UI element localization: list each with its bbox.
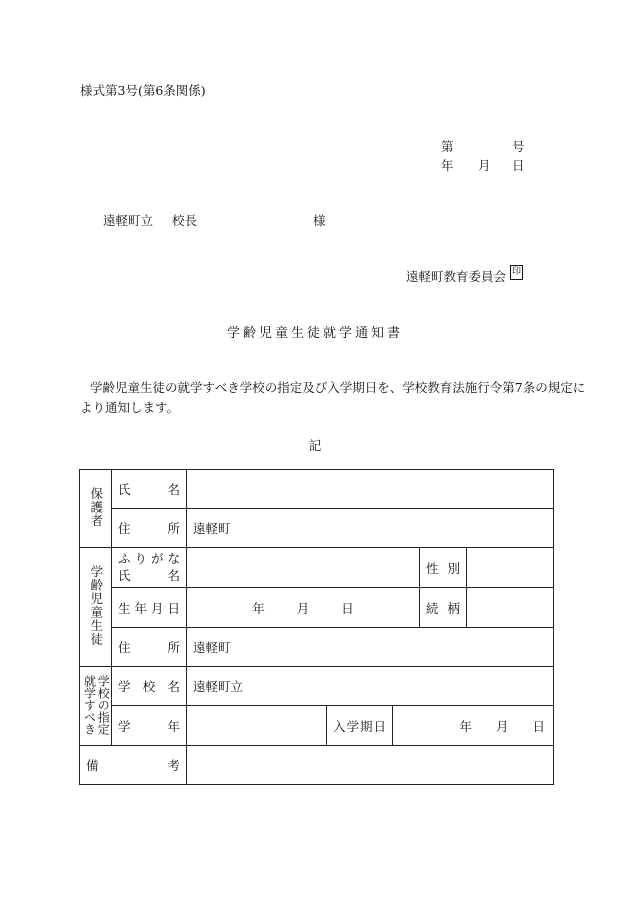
document-title: 学齢児童生徒就学通知書 bbox=[226, 326, 403, 341]
grade-field[interactable] bbox=[187, 706, 327, 746]
guardian-address-label: 住 所 bbox=[112, 509, 187, 548]
student-dob-field[interactable]: 年 月 日 bbox=[187, 588, 420, 628]
remarks-field[interactable] bbox=[187, 746, 554, 785]
guardian-name-label: 氏 名 bbox=[112, 470, 187, 509]
student-gender-field[interactable] bbox=[467, 548, 554, 588]
document-number-label: 第 bbox=[441, 139, 454, 154]
addressee-honorific: 様 bbox=[313, 213, 326, 228]
issue-date-month: 月 bbox=[478, 158, 491, 173]
student-gender-label: 性 別 bbox=[420, 548, 467, 588]
ki-heading: 記 bbox=[308, 438, 322, 453]
student-relation-label: 続 柄 bbox=[420, 588, 467, 628]
addressee-role: 校長 bbox=[172, 213, 198, 228]
remarks-label: 備 考 bbox=[80, 746, 187, 785]
grade-label: 学 年 bbox=[112, 706, 187, 746]
guardian-name-field[interactable] bbox=[187, 470, 554, 509]
remarks-row bbox=[80, 746, 554, 785]
guardian-address-row bbox=[80, 509, 554, 548]
student-relation-field[interactable] bbox=[467, 588, 554, 628]
school-name-field[interactable]: 遠軽町立 bbox=[187, 667, 554, 706]
seal-mark: 印 bbox=[510, 265, 523, 280]
student-address-label: 住 所 bbox=[112, 628, 187, 667]
school-designation-group-label: 就学すべき学校の指定 bbox=[80, 667, 112, 746]
form-number: 様式第3号(第6条関係) bbox=[80, 83, 206, 98]
student-name-label: ふ り が な 氏 名 bbox=[112, 548, 187, 588]
document-number-suffix: 号 bbox=[512, 139, 525, 154]
school-grade-row bbox=[80, 706, 554, 746]
guardian-address-field[interactable]: 遠軽町 bbox=[187, 509, 554, 548]
addressee-school: 遠軽町立 bbox=[103, 213, 154, 228]
guardian-group-label: 保護者 bbox=[80, 470, 112, 548]
issue-date-day: 日 bbox=[512, 158, 525, 173]
student-address-field[interactable]: 遠軽町 bbox=[187, 628, 554, 667]
entry-date-label: 入 学 期 日 bbox=[327, 706, 393, 746]
student-name-row bbox=[80, 548, 554, 588]
sender-name: 遠軽町教育委員会 bbox=[406, 269, 507, 284]
notification-table bbox=[79, 469, 554, 785]
issue-date-year: 年 bbox=[441, 158, 454, 173]
student-dob-label: 生 年 月 日 bbox=[112, 588, 187, 628]
entry-date-field[interactable]: 年 月 日 bbox=[393, 706, 554, 746]
school-name-row bbox=[80, 667, 554, 706]
student-address-row bbox=[80, 628, 554, 667]
body-text-line-1: 学齢児童生徒の就学すべき学校の指定及び入学期日を、学校教育法施行令第7条の規定に bbox=[90, 380, 586, 395]
body-text-line-2: より通知します。 bbox=[80, 400, 180, 415]
student-dob-row bbox=[80, 588, 554, 628]
student-group-label: 学齢児童生徒 bbox=[80, 548, 112, 667]
student-name-field[interactable] bbox=[187, 548, 420, 588]
guardian-name-row bbox=[80, 470, 554, 509]
school-name-label: 学 校 名 bbox=[112, 667, 187, 706]
